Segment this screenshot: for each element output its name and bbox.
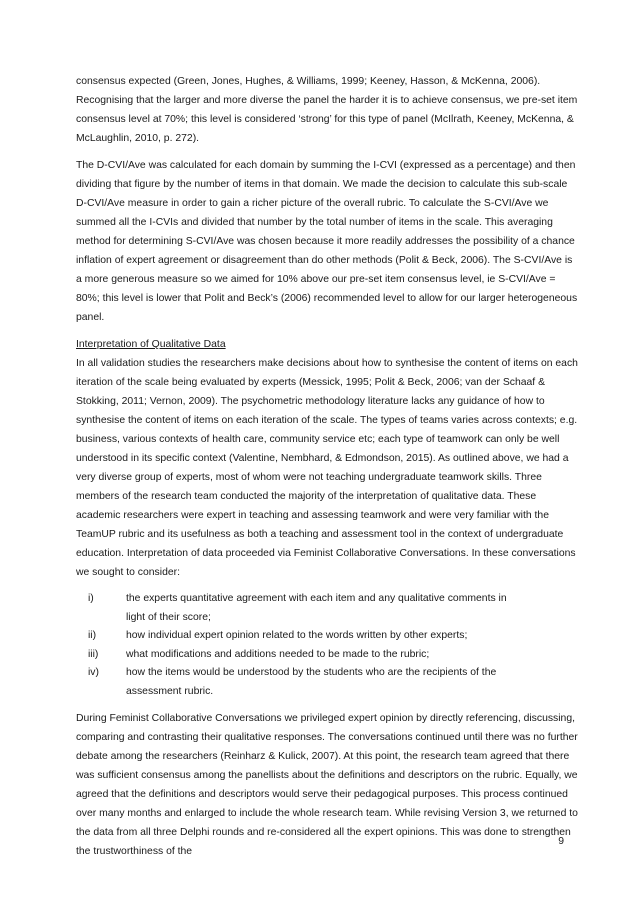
list-item-number: ii) — [88, 630, 97, 641]
section-heading: Interpretation of Qualitative Data — [76, 339, 226, 350]
list-item-text: how individual expert opinion related to the words written by other experts; — [126, 630, 468, 641]
list-item — [76, 646, 578, 665]
list-item-text: the experts quantitative agreement with each item and any qualitative comments in light of their score; — [126, 593, 507, 623]
list-item-number: i) — [88, 593, 94, 604]
considerations-list — [76, 590, 578, 701]
list-item — [76, 664, 578, 701]
list-item-number: iv) — [88, 667, 99, 678]
list-item — [76, 590, 578, 627]
list-item-number: iii) — [88, 648, 99, 660]
paragraph-dcvi: The D-CVI/Ave was calculated for each domain by summing the I-CVI (expressed as a percentage) and then dividing that figure by the number of items in that domain. We made the decision to calculate this sub-scale D-CVI/Ave measure in order to gain a richer picture of the overall rubric. To calculate the S-CVI/Ave we summed all the I-CVIs and divided that number by the total number of items in the scale. This averaging method for determining S-CVI/Ave was chosen because it more readily addresses the possibility of a chance inflation of expert agreement or disagreement than do other methods (Polit & Beck, 2006). The S-CVI/Ave is a more generous measure so we aimed for 10% above our pre-set item consensus level, ie S-CVI/Ave = 80%; this level is lower that Polit and Beck’s (2006) recommended level to allow for our larger heterogeneous panel. — [76, 160, 578, 323]
paragraph-feminist-conversations: During Feminist Collaborative Conversations we privileged expert opinion by directly referencing, discussing, comparing and contrasting their qualitative responses. The conversations continued until there was no further debate among the researchers (Reinharz & Kulick, 2007). At this point, the research team agreed that there was sufficient consensus among the panellists about the definitions and descriptors on the rubric. Equally, we agreed that the definitions and descriptors would serve their pedagogical purposes. This process continued over many months and enlarged to include the whole research team. While revising Version 3, we returned to the data from all three Delphi rounds and re-considered all the expert opinions. This was done to strengthen the trustworthiness of the — [76, 713, 578, 857]
page-number: 9 — [558, 836, 564, 847]
paragraph-validation: In all validation studies the researchers make decisions about how to synthesise the content of items on each iteration of the scale being evaluated by experts (Messick, 1995; Polit & Beck, 2006; van der Schaaf & Stokking, 2011; Vernon, 2009). The psychometric methodology literature lacks any guidance of how to synthesise the content of items on each iteration of the scale. The types of teams varies across contexts; e.g. business, various contexts of health care, community service etc; each type of teamwork can only be well understood in its specific context (Valentine, Nembhard, & Edmondson, 2015). As outlined above, we had a very diverse group of experts, most of whom were not teaching undergraduate teamwork skills. Three members of the research team conducted the majority of the interpretation of qualitative data. These academic researchers were expert in teaching and assessing teamwork and were very familiar with the TeamUP rubric and its usefulness as both a teaching and assessment tool in the context of undergraduate education. Interpretation of data proceeded via Feminist Collaborative Conversations. In these conversations we sought to consider: — [76, 358, 578, 578]
list-item — [76, 627, 578, 646]
list-item-text: how the items would be understood by the students who are the recipients of the assessment rubric. — [126, 667, 497, 697]
list-item-text: what modifications and additions needed to be made to the rubric; — [126, 648, 430, 660]
paragraph-consensus: consensus expected (Green, Jones, Hughes, & Williams, 1999; Keeney, Hasson, & McKenna, 2006). Recognising that the larger and more diverse the panel the harder it is to achieve consensus, we pre-set item consensus level at 70%; this level is considered ‘strong’ for this type of panel (McIlrath, Keeney, McKenna, & McLaughlin, 2010, p. 272). — [76, 76, 578, 144]
